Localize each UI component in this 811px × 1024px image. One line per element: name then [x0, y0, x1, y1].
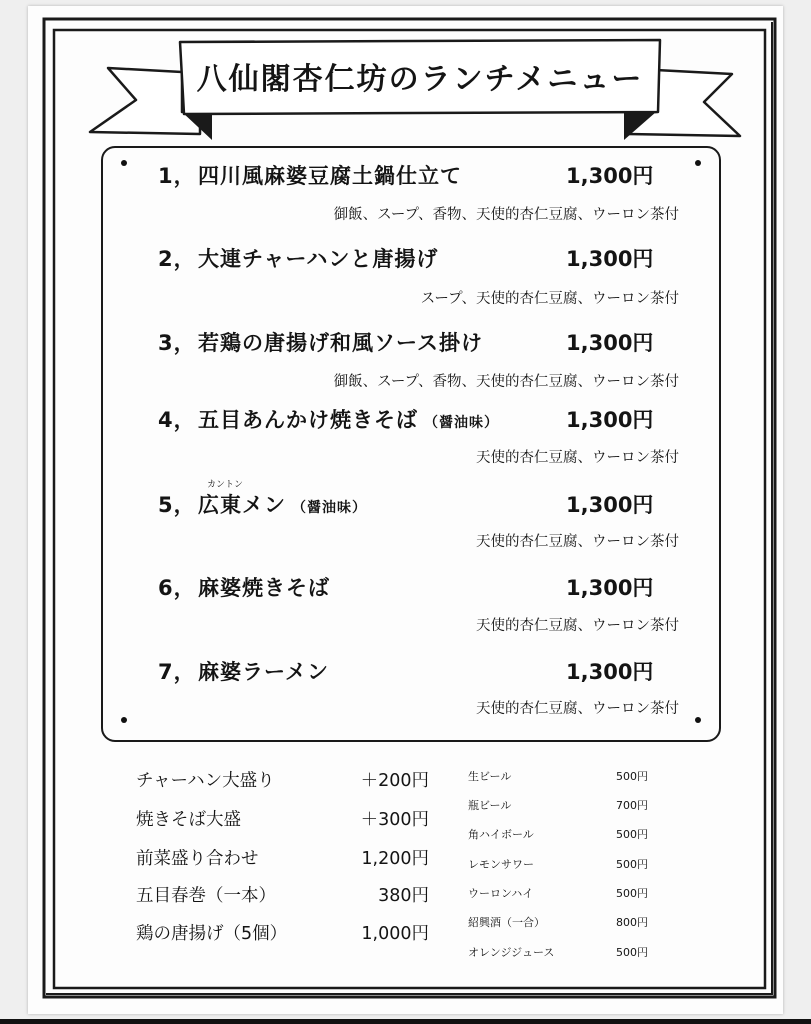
drink-item-name: 生ビール	[468, 770, 512, 783]
drink-item-price: 500円	[616, 887, 648, 900]
menu-item-sides: 天使的杏仁豆腐、ウーロン茶付	[476, 618, 679, 634]
drink-item-price: 500円	[616, 946, 648, 959]
menu-item-sides: 天使的杏仁豆腐、ウーロン茶付	[476, 534, 679, 550]
menu-title: 八仙閣杏仁坊のランチメニュー	[196, 62, 644, 97]
menu-item-name: 7， 麻婆ラーメン	[158, 660, 329, 684]
drink-item-price: 500円	[616, 770, 648, 783]
menu-item-price: 1,300円	[566, 247, 654, 271]
menu-item-price: 1,300円	[566, 576, 654, 600]
box-corner-dot	[695, 717, 701, 723]
menu-item-sides: 天使的杏仁豆腐、ウーロン茶付	[476, 701, 679, 717]
menu-item-name: 1， 四川風麻婆豆腐土鍋仕立て	[158, 164, 462, 188]
menu-item-sides: 天使的杏仁豆腐、ウーロン茶付	[476, 450, 679, 466]
drink-item-price: 700円	[616, 799, 648, 812]
drink-item-price: 800円	[616, 916, 648, 929]
menu-item-price: 1,300円	[566, 660, 654, 684]
extra-item-name: 前菜盛り合わせ	[136, 849, 259, 869]
menu-item-sides: 御飯、スープ、香物、天使的杏仁豆腐、ウーロン茶付	[333, 374, 679, 390]
box-corner-dot	[695, 160, 701, 166]
drink-item-name: 角ハイボール	[468, 828, 534, 841]
menu-item-name: 5， 広東メン （醤油味）	[158, 493, 367, 517]
menu-item-price: 1,300円	[566, 164, 654, 188]
extra-item-price: 380円	[378, 886, 429, 906]
main-menu-box	[101, 146, 721, 742]
drink-item-price: 500円	[616, 828, 648, 841]
menu-item-sides: 御飯、スープ、香物、天使的杏仁豆腐、ウーロン茶付	[333, 207, 679, 223]
drink-item-name: オレンジジュース	[468, 946, 555, 959]
extra-item-name: 五目春巻（一本）	[136, 886, 276, 906]
extra-item-price: ＋300円	[360, 810, 429, 830]
menu-item-price: 1,300円	[566, 331, 654, 355]
menu-item-name: 2， 大連チャーハンと唐揚げ	[158, 247, 439, 271]
menu-item-name: 4， 五目あんかけ焼きそば （醤油味）	[158, 408, 499, 432]
menu-item-name: 6， 麻婆焼きそば	[158, 576, 330, 600]
menu-item-name: 3， 若鶏の唐揚げ和風ソース掛け	[158, 331, 483, 355]
extra-item-price: ＋200円	[360, 771, 429, 791]
drink-item-name: 瓶ビール	[468, 799, 512, 812]
extra-item-price: 1,000円	[361, 924, 429, 944]
drink-item-price: 500円	[616, 858, 648, 871]
menu-item-sides: スープ、天使的杏仁豆腐、ウーロン茶付	[420, 291, 679, 307]
bottom-edge-bar	[0, 1019, 811, 1024]
drink-item-name: 紹興酒（一合）	[468, 916, 545, 929]
box-corner-dot	[121, 160, 127, 166]
extra-item-price: 1,200円	[361, 849, 429, 869]
drink-item-name: レモンサワー	[468, 858, 534, 871]
extra-item-name: チャーハン大盛り	[136, 771, 275, 791]
drink-item-name: ウーロンハイ	[468, 887, 534, 900]
menu-item-price: 1,300円	[566, 408, 654, 432]
menu-item-price: 1,300円	[566, 493, 654, 517]
extra-item-name: 鶏の唐揚げ（5個）	[136, 924, 288, 944]
box-corner-dot	[121, 717, 127, 723]
extra-item-name: 焼きそば大盛	[136, 810, 241, 830]
ruby-reading: カントン	[207, 480, 244, 490]
